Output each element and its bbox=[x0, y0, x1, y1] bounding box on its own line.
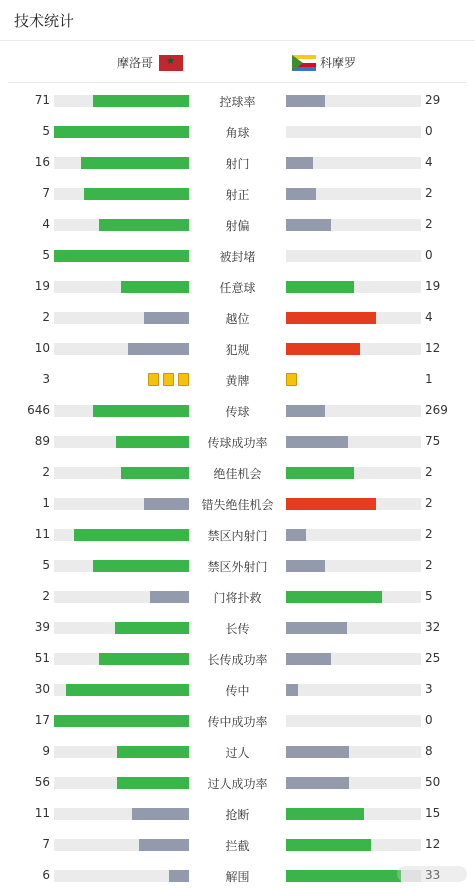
away-cards bbox=[286, 373, 421, 386]
home-bar bbox=[54, 777, 189, 789]
away-value: 4 bbox=[425, 155, 433, 169]
stat-row bbox=[0, 804, 475, 824]
stat-row bbox=[0, 246, 475, 266]
away-bar bbox=[286, 188, 421, 200]
stat-label: 射偏 bbox=[225, 219, 250, 233]
away-value: 12 bbox=[425, 837, 441, 851]
stat-row bbox=[0, 308, 475, 328]
home-value: 6 bbox=[42, 868, 50, 882]
away-bar bbox=[286, 281, 421, 293]
stat-label: 传中 bbox=[225, 684, 250, 698]
home-bar-fill bbox=[115, 622, 189, 634]
stat-label: 禁区内射门 bbox=[207, 529, 268, 543]
away-bar-fill bbox=[286, 684, 298, 696]
stat-label: 控球率 bbox=[219, 95, 256, 109]
away-value: 2 bbox=[425, 465, 433, 479]
home-team bbox=[117, 54, 183, 71]
away-value: 50 bbox=[425, 775, 441, 789]
home-bar bbox=[54, 684, 189, 696]
morocco-flag-icon bbox=[159, 55, 183, 71]
away-bar bbox=[286, 839, 421, 851]
away-bar-fill bbox=[286, 436, 348, 448]
away-value: 32 bbox=[425, 620, 441, 634]
stat-row bbox=[0, 835, 475, 855]
stat-row bbox=[0, 463, 475, 483]
home-bar bbox=[54, 715, 189, 727]
home-value: 16 bbox=[34, 155, 50, 169]
away-bar bbox=[286, 684, 421, 696]
home-value: 39 bbox=[34, 620, 50, 634]
stat-label: 长传成功率 bbox=[207, 653, 268, 667]
away-bar bbox=[286, 777, 421, 789]
home-bar bbox=[54, 343, 189, 355]
away-bar-fill bbox=[286, 188, 316, 200]
home-value: 56 bbox=[34, 775, 50, 789]
away-bar-fill bbox=[286, 281, 354, 293]
home-value: 2 bbox=[42, 589, 50, 603]
stat-row bbox=[0, 91, 475, 111]
away-value: 15 bbox=[425, 806, 441, 820]
stat-row bbox=[0, 339, 475, 359]
home-bar bbox=[54, 746, 189, 758]
stat-row bbox=[0, 773, 475, 793]
stat-row bbox=[0, 587, 475, 607]
away-bar-fill bbox=[286, 777, 349, 789]
away-value: 2 bbox=[425, 496, 433, 510]
home-value: 9 bbox=[42, 744, 50, 758]
away-bar bbox=[286, 529, 421, 541]
home-value: 19 bbox=[34, 279, 50, 293]
stat-label: 绝佳机会 bbox=[213, 467, 262, 481]
home-bar bbox=[54, 250, 189, 262]
away-bar bbox=[286, 157, 421, 169]
stat-label: 越位 bbox=[225, 312, 250, 326]
home-bar-fill bbox=[84, 188, 189, 200]
away-value: 0 bbox=[425, 713, 433, 727]
away-bar bbox=[286, 715, 421, 727]
home-bar bbox=[54, 622, 189, 634]
home-bar-fill bbox=[81, 157, 189, 169]
home-bar-fill bbox=[93, 95, 189, 107]
away-bar bbox=[286, 808, 421, 820]
stat-row bbox=[0, 649, 475, 669]
away-value: 29 bbox=[425, 93, 441, 107]
away-bar bbox=[286, 126, 421, 138]
home-value: 5 bbox=[42, 248, 50, 262]
home-value: 11 bbox=[34, 806, 50, 820]
away-bar bbox=[286, 653, 421, 665]
stat-row bbox=[0, 494, 475, 514]
away-bar-fill bbox=[286, 219, 331, 231]
away-value: 2 bbox=[425, 217, 433, 231]
away-value: 19 bbox=[425, 279, 441, 293]
stat-label: 禁区外射门 bbox=[207, 560, 268, 574]
away-value: 12 bbox=[425, 341, 441, 355]
away-bar-fill bbox=[286, 746, 349, 758]
home-bar-fill bbox=[74, 529, 189, 541]
home-value: 7 bbox=[42, 186, 50, 200]
away-bar-fill bbox=[286, 312, 376, 324]
stat-row bbox=[0, 742, 475, 762]
home-bar bbox=[54, 312, 189, 324]
home-value: 89 bbox=[34, 434, 50, 448]
away-bar-fill bbox=[286, 343, 360, 355]
home-bar-fill bbox=[132, 808, 189, 820]
page-title: 技术统计 bbox=[14, 12, 75, 30]
stat-row bbox=[0, 184, 475, 204]
home-value: 51 bbox=[34, 651, 50, 665]
home-bar-fill bbox=[93, 405, 189, 417]
away-value: 75 bbox=[425, 434, 441, 448]
away-bar-fill bbox=[286, 498, 376, 510]
home-value: 1 bbox=[42, 496, 50, 510]
home-bar-fill bbox=[144, 312, 189, 324]
home-bar-fill bbox=[117, 777, 189, 789]
home-bar bbox=[54, 839, 189, 851]
home-bar-fill bbox=[93, 560, 189, 572]
away-bar-fill bbox=[286, 560, 325, 572]
stat-label: 角球 bbox=[225, 126, 250, 140]
stat-label: 传中成功率 bbox=[207, 715, 268, 729]
home-bar bbox=[54, 870, 189, 882]
watermark-icon bbox=[397, 866, 467, 882]
away-bar bbox=[286, 219, 421, 231]
home-bar-fill bbox=[66, 684, 189, 696]
away-team-name: 科摩罗 bbox=[320, 56, 357, 70]
stat-label: 过人 bbox=[225, 746, 250, 760]
away-value: 25 bbox=[425, 651, 441, 665]
home-bar bbox=[54, 126, 189, 138]
home-bar bbox=[54, 188, 189, 200]
away-value: 1 bbox=[425, 372, 433, 386]
home-bar bbox=[54, 157, 189, 169]
home-value: 71 bbox=[34, 93, 50, 107]
away-bar bbox=[286, 622, 421, 634]
stat-label: 门将扑救 bbox=[213, 591, 262, 605]
home-bar-fill bbox=[117, 746, 189, 758]
away-bar-fill bbox=[286, 157, 313, 169]
home-bar-fill bbox=[128, 343, 189, 355]
away-bar-fill bbox=[286, 529, 306, 541]
away-bar bbox=[286, 95, 421, 107]
stat-label: 抢断 bbox=[225, 808, 250, 822]
home-bar bbox=[54, 281, 189, 293]
away-bar bbox=[286, 560, 421, 572]
home-bar-fill bbox=[169, 870, 189, 882]
away-bar-fill bbox=[286, 808, 364, 820]
home-bar bbox=[54, 591, 189, 603]
away-bar-fill bbox=[286, 591, 382, 603]
home-value: 10 bbox=[34, 341, 50, 355]
home-bar bbox=[54, 808, 189, 820]
stat-row bbox=[0, 401, 475, 421]
stat-row bbox=[0, 525, 475, 545]
home-bar bbox=[54, 529, 189, 541]
away-value: 0 bbox=[425, 248, 433, 262]
away-value: 33 bbox=[425, 868, 441, 882]
home-bar-fill bbox=[54, 126, 189, 138]
stat-label: 传球成功率 bbox=[207, 436, 268, 450]
home-value: 5 bbox=[42, 124, 50, 138]
home-value: 11 bbox=[34, 527, 50, 541]
home-value: 646 bbox=[27, 403, 50, 417]
away-bar-fill bbox=[286, 95, 325, 107]
away-bar-fill bbox=[286, 870, 401, 882]
home-bar-fill bbox=[150, 591, 189, 603]
home-value: 5 bbox=[42, 558, 50, 572]
away-bar bbox=[286, 250, 421, 262]
stat-row bbox=[0, 370, 475, 390]
away-bar bbox=[286, 405, 421, 417]
away-bar bbox=[286, 312, 421, 324]
away-bar bbox=[286, 746, 421, 758]
away-team bbox=[292, 54, 356, 71]
stat-row bbox=[0, 277, 475, 297]
away-value: 3 bbox=[425, 682, 433, 696]
away-value: 2 bbox=[425, 558, 433, 572]
home-bar-fill bbox=[99, 219, 189, 231]
home-bar-fill bbox=[99, 653, 189, 665]
home-bar bbox=[54, 436, 189, 448]
yellow-card-icon bbox=[286, 373, 297, 386]
stat-row bbox=[0, 556, 475, 576]
home-bar-fill bbox=[121, 467, 189, 479]
stat-label: 错失绝佳机会 bbox=[201, 498, 274, 512]
home-value: 30 bbox=[34, 682, 50, 696]
home-bar bbox=[54, 653, 189, 665]
home-bar bbox=[54, 467, 189, 479]
stat-label: 解围 bbox=[225, 870, 250, 884]
home-value: 17 bbox=[34, 713, 50, 727]
home-bar-fill bbox=[121, 281, 189, 293]
home-value: 2 bbox=[42, 465, 50, 479]
away-value: 2 bbox=[425, 527, 433, 541]
home-bar bbox=[54, 560, 189, 572]
stat-label: 过人成功率 bbox=[207, 777, 268, 791]
header bbox=[0, 0, 475, 41]
home-value: 7 bbox=[42, 837, 50, 851]
away-bar bbox=[286, 591, 421, 603]
away-bar bbox=[286, 498, 421, 510]
away-value: 5 bbox=[425, 589, 433, 603]
stat-row bbox=[0, 153, 475, 173]
stat-label: 任意球 bbox=[219, 281, 256, 295]
away-bar-fill bbox=[286, 467, 354, 479]
stat-row bbox=[0, 215, 475, 235]
stat-label: 长传 bbox=[225, 622, 250, 636]
yellow-card-icon bbox=[178, 373, 189, 386]
stat-row bbox=[0, 122, 475, 142]
home-bar bbox=[54, 405, 189, 417]
home-bar bbox=[54, 95, 189, 107]
home-bar bbox=[54, 219, 189, 231]
teams-header bbox=[8, 41, 467, 83]
home-bar-fill bbox=[54, 250, 189, 262]
away-bar bbox=[286, 343, 421, 355]
home-value: 2 bbox=[42, 310, 50, 324]
stat-label: 黄牌 bbox=[225, 374, 250, 388]
stat-label: 射正 bbox=[225, 188, 250, 202]
home-cards bbox=[54, 373, 189, 386]
stat-label: 拦截 bbox=[225, 839, 250, 853]
stat-row bbox=[0, 432, 475, 452]
away-value: 2 bbox=[425, 186, 433, 200]
stat-row bbox=[0, 618, 475, 638]
away-bar-fill bbox=[286, 405, 325, 417]
home-team-name: 摩洛哥 bbox=[116, 56, 153, 70]
home-value: 3 bbox=[42, 372, 50, 386]
away-value: 0 bbox=[425, 124, 433, 138]
stat-row bbox=[0, 680, 475, 700]
home-value: 4 bbox=[42, 217, 50, 231]
home-bar-fill bbox=[144, 498, 189, 510]
yellow-card-icon bbox=[163, 373, 174, 386]
away-bar-fill bbox=[286, 839, 371, 851]
stat-label: 射门 bbox=[225, 157, 250, 171]
away-bar-fill bbox=[286, 653, 331, 665]
home-bar-fill bbox=[116, 436, 189, 448]
comoros-flag-icon bbox=[292, 55, 316, 71]
home-bar bbox=[54, 498, 189, 510]
home-bar-fill bbox=[139, 839, 189, 851]
stat-label: 被封堵 bbox=[219, 250, 256, 264]
stat-label: 传球 bbox=[225, 405, 250, 419]
away-value: 269 bbox=[425, 403, 448, 417]
away-bar bbox=[286, 467, 421, 479]
stat-label: 犯规 bbox=[225, 343, 250, 357]
home-bar-fill bbox=[54, 715, 189, 727]
yellow-card-icon bbox=[148, 373, 159, 386]
away-bar bbox=[286, 436, 421, 448]
away-value: 8 bbox=[425, 744, 433, 758]
away-bar-fill bbox=[286, 622, 347, 634]
stat-row bbox=[0, 711, 475, 731]
away-value: 4 bbox=[425, 310, 433, 324]
